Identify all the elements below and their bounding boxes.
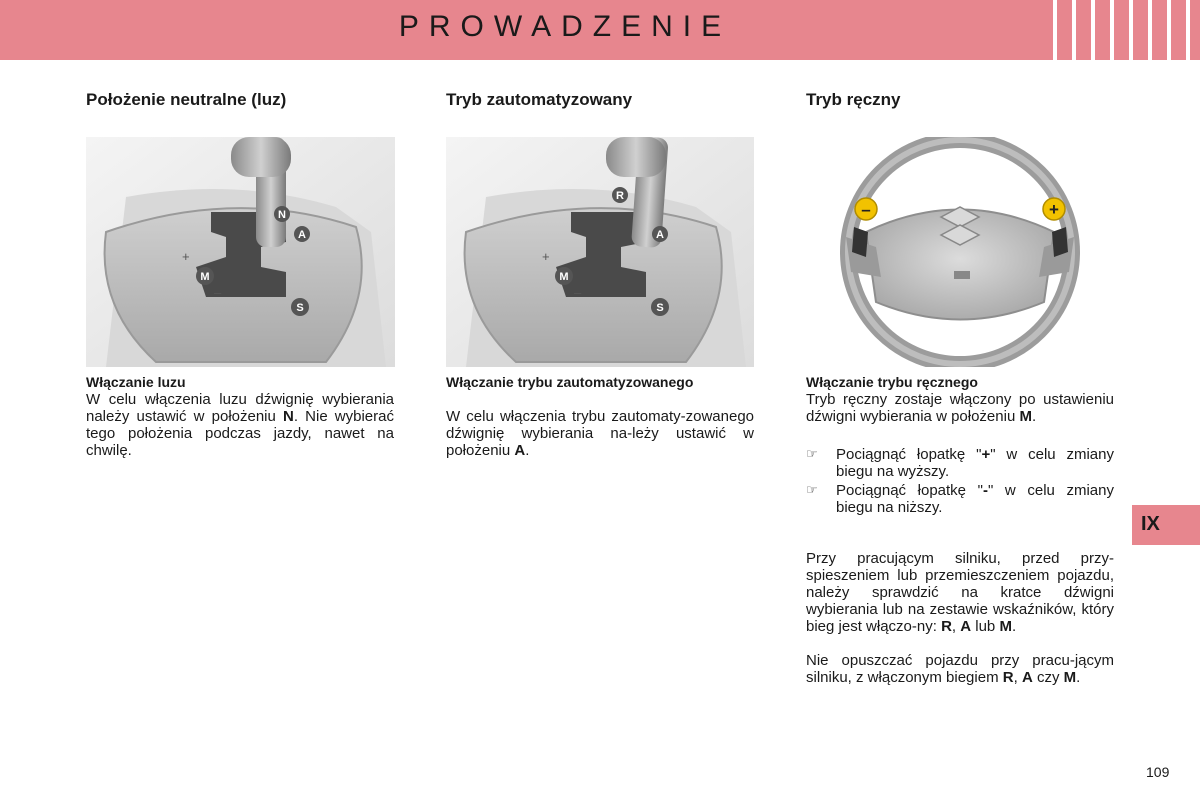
knob-label-n: N — [278, 209, 286, 221]
knob-label-m: M — [559, 271, 569, 283]
paragraph-manual: Tryb ręczny zostaje włączony po ustawieniu dźwigni wybierania w położeniu M. — [806, 391, 1114, 425]
gear-selector-automated-image — [446, 137, 754, 367]
page-title: PROWADZENIE — [398, 10, 732, 43]
plus-mark: + — [182, 249, 190, 264]
steering-wheel-paddles-image — [806, 137, 1114, 367]
subtitle-neutral: Włączanie luzu — [86, 374, 186, 390]
page-header — [0, 0, 1200, 60]
header-stripe — [1129, 0, 1133, 60]
pointing-hand-icon: ☞ — [806, 447, 818, 462]
pointing-hand-icon: ☞ — [806, 483, 818, 498]
knob-label-m: M — [200, 271, 210, 283]
subtitle-manual: Włączanie trybu ręcznego — [806, 374, 978, 390]
bullet-shift-down: ☞ Pociągnąć łopatkę "-" w celu zmiany biegu na niższy. — [806, 482, 1114, 516]
header-stripe — [1167, 0, 1171, 60]
header-stripe — [1148, 0, 1152, 60]
paddle-plus-label: + — [1049, 200, 1059, 219]
header-stripe — [1091, 0, 1095, 60]
knob-label-a: A — [656, 229, 664, 241]
gear-selector-neutral-image — [86, 137, 395, 367]
section-title-manual: Tryb ręczny — [806, 90, 901, 109]
note-engine-running: Przy pracującym silniku, przed przy-spieszeniem lub przemieszczeniem pojazdu, należy sprawdzić na kratce dźwigni wybierania lub na zestawie wskaźników, który bieg jest włączo-ny: R, A lub M. — [806, 550, 1114, 635]
minus-mark: – — [574, 285, 582, 300]
header-stripe — [1186, 0, 1190, 60]
chapter-label: IX — [1141, 513, 1160, 535]
section-title-automated: Tryb zautomatyzowany — [446, 90, 633, 109]
knob-label-s: S — [656, 302, 664, 314]
paragraph-neutral: W celu włączenia luzu dźwignię wybierania należy ustawić w położeniu N. Nie wybierać tego położenia podczas jazdy, nawet na chwilę. — [86, 391, 394, 459]
plus-mark: + — [542, 249, 550, 264]
page-number: 109 — [1146, 764, 1170, 780]
bullet-shift-up: ☞ Pociągnąć łopatkę "+" w celu zmiany biegu na wyższy. — [806, 446, 1114, 480]
section-title-neutral: Położenie neutralne (luz) — [86, 90, 287, 109]
knob-label-a: A — [298, 229, 306, 241]
chapter-tab — [1132, 505, 1200, 545]
header-stripe — [1110, 0, 1114, 60]
subtitle-automated: Włączanie trybu zautomatyzowanego — [446, 374, 694, 390]
knob-label-s: S — [296, 302, 304, 314]
paragraph-automated: W celu włączenia trybu zautomaty-zowanego dźwignię wybierania na-leży ustawić w położeniu A. — [446, 408, 754, 459]
header-stripe — [1053, 0, 1057, 60]
paddle-minus-label: – — [861, 200, 871, 219]
minus-mark: – — [214, 285, 222, 300]
knob-label-r: R — [616, 190, 624, 202]
note-do-not-leave: Nie opuszczać pojazdu przy pracu-jącym silniku, z włączonym biegiem R, A czy M. — [806, 652, 1114, 686]
header-stripe — [1072, 0, 1076, 60]
